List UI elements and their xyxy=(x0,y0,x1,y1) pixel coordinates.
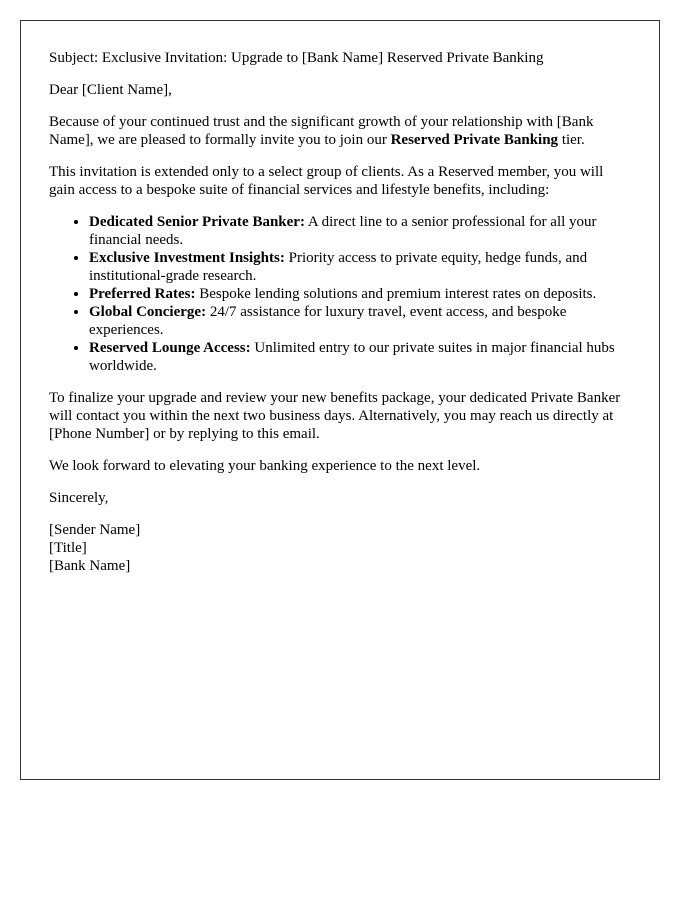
benefit-title: Global Concierge: xyxy=(89,304,207,320)
closing-remark: We look forward to elevating your banking experience to the next level. xyxy=(49,458,481,474)
intro-text-before: Because of your continued trust and the significant growth of your relationship with [Bank Name], we are pleased to formally invite you to join our xyxy=(49,114,594,148)
closing: Sincerely, xyxy=(49,490,109,506)
benefit-item xyxy=(89,339,631,375)
greeting: Dear [Client Name], xyxy=(49,82,172,98)
benefit-text: 24/7 assistance for luxury travel, event access, and bespoke experiences. xyxy=(89,304,567,338)
letter-container xyxy=(20,20,660,780)
benefit-title: Dedicated Senior Private Banker: xyxy=(89,214,305,230)
sender-title: [Title] xyxy=(49,540,87,556)
benefit-text: A direct line to a senior professional for all your financial needs. xyxy=(89,214,597,248)
benefit-item xyxy=(89,303,631,339)
benefit-text: Unlimited entry to our private suites in major financial hubs worldwide. xyxy=(89,340,615,374)
benefit-item xyxy=(89,285,631,303)
benefit-text: Bespoke lending solutions and premium interest rates on deposits. xyxy=(195,286,597,302)
benefit-title: Preferred Rates: xyxy=(89,286,196,302)
signature-block xyxy=(49,521,631,575)
sender-bank: [Bank Name] xyxy=(49,558,131,574)
tier-name: Reserved Private Banking xyxy=(390,132,559,148)
benefits-list xyxy=(49,213,631,375)
benefit-title: Exclusive Investment Insights: xyxy=(89,250,285,266)
subject-line: Subject: Exclusive Invitation: Upgrade to [Bank Name] Reserved Private Banking xyxy=(49,50,544,66)
next-steps-paragraph: To finalize your upgrade and review your new benefits package, your dedicated Private Banker will contact you within the next two business days. Alternatively, you may reach us directly at [Phone Number] or by replying to this email. xyxy=(49,390,621,442)
intro-paragraph xyxy=(49,113,631,149)
intro-text-after: tier. xyxy=(558,132,585,148)
benefit-item xyxy=(89,249,631,285)
sender-name: [Sender Name] xyxy=(49,522,141,538)
benefit-item xyxy=(89,213,631,249)
invitation-paragraph: This invitation is extended only to a select group of clients. As a Reserved member, you will gain access to a bespoke suite of financial services and lifestyle benefits, including: xyxy=(49,164,604,198)
benefit-title: Reserved Lounge Access: xyxy=(89,340,251,356)
benefit-text: Priority access to private equity, hedge funds, and institutional-grade research. xyxy=(89,250,588,284)
